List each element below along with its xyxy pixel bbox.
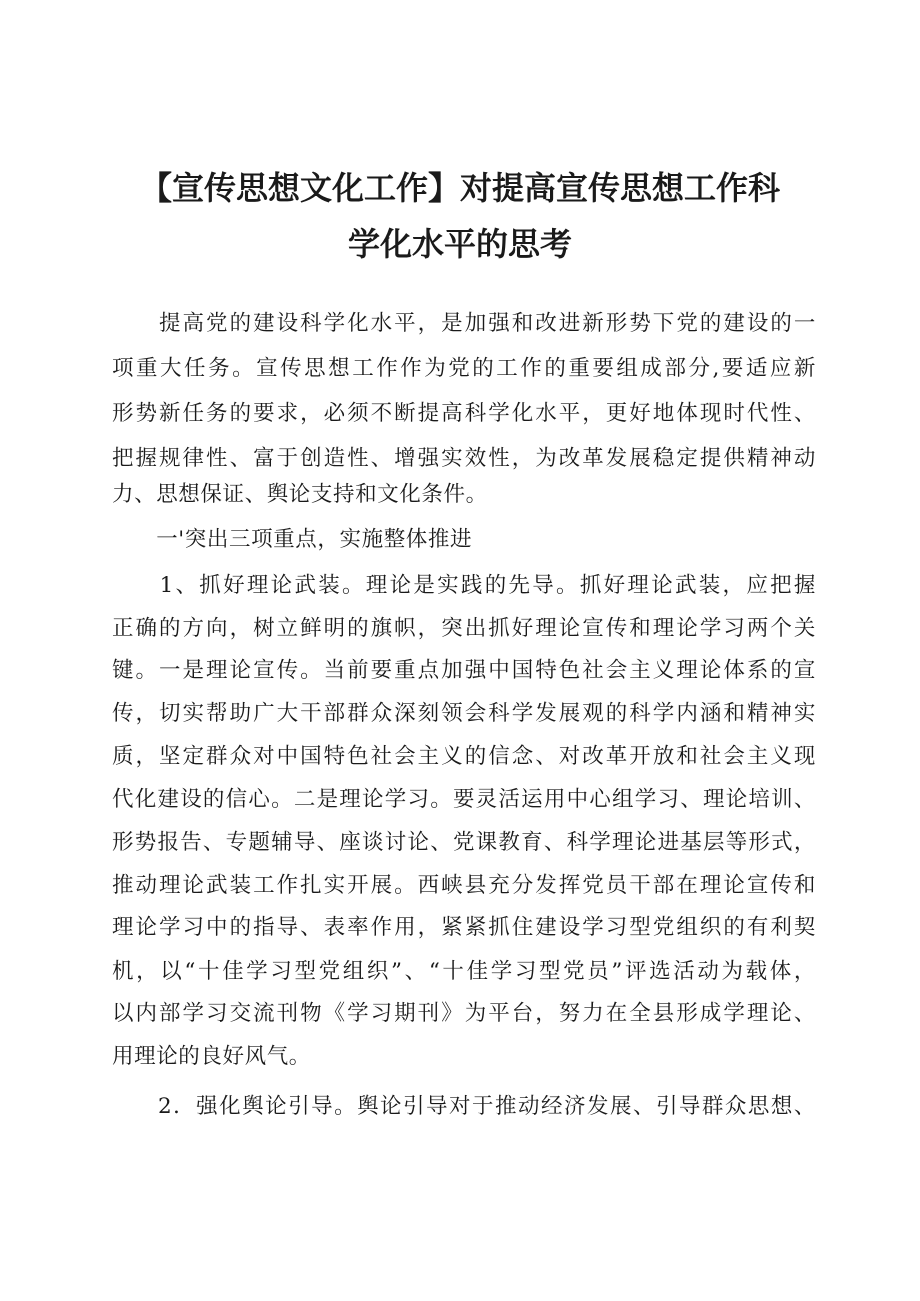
text-line: 以内部学习交流刊物《学习期刊》为平台，努力在全县形成学理论、 bbox=[112, 1001, 816, 1026]
text-line: 键。一是理论宣传。当前要重点加强中国特色社会主义理论体系的宣 bbox=[112, 658, 816, 683]
text-line: 力、思想保证、舆论支持和文化条件。 bbox=[112, 482, 488, 507]
text-line: 理论学习中的指导、表率作用，紧紧抓住建设学习型党组织的有利契 bbox=[112, 915, 816, 940]
text-line: 机，以“十佳学习型党组织”、“十佳学习型党员”评选活动为载体， bbox=[112, 959, 816, 984]
text-line: 项重大任务。宣传思想工作作为党的工作的重要组成部分,要适应新 bbox=[112, 356, 816, 381]
text-line: 形势新任务的要求，必须不断提高科学化水平，更好地体现时代性、 bbox=[112, 401, 816, 426]
text-line: 1、抓好理论武装。理论是实践的先导。抓好理论武装，应把握 bbox=[112, 573, 816, 598]
document-title bbox=[100, 160, 820, 272]
title-line-1: 【宣传思想文化工作】对提高宣传思想工作科 bbox=[139, 169, 780, 207]
text-line: 2．强化舆论引导。舆论引导对于推动经济发展、引导群众思想、 bbox=[112, 1094, 816, 1119]
text-line: 用理论的良好风气。 bbox=[112, 1044, 311, 1069]
text-line: 形势报告、专题辅导、座谈讨论、党课教育、科学理论进基层等形式， bbox=[112, 830, 816, 855]
text-line: 提高党的建设科学化水平，是加强和改进新形势下党的建设的一 bbox=[112, 311, 816, 336]
section-heading: 一'突出三项重点，实施整体推进 bbox=[112, 527, 473, 552]
text-line: 把握规律性、富于创造性、增强实效性，为改革发展稳定提供精神动 bbox=[112, 446, 816, 471]
title-line-2: 学化水平的思考 bbox=[347, 225, 572, 263]
text-line: 正确的方向，树立鲜明的旗帜，突出抓好理论宣传和理论学习两个关 bbox=[112, 616, 816, 641]
text-line: 代化建设的信心。二是理论学习。要灵活运用中心组学习、理论培训、 bbox=[112, 787, 816, 812]
text-line: 推动理论武装工作扎实开展。西峡县充分发挥党员干部在理论宣传和 bbox=[112, 873, 816, 898]
text-line: 质，坚定群众对中国特色社会主义的信念、对改革开放和社会主义现 bbox=[112, 744, 816, 769]
text-line: 传，切实帮助广大干部群众深刻领会科学发展观的科学内涵和精神实 bbox=[112, 701, 816, 726]
